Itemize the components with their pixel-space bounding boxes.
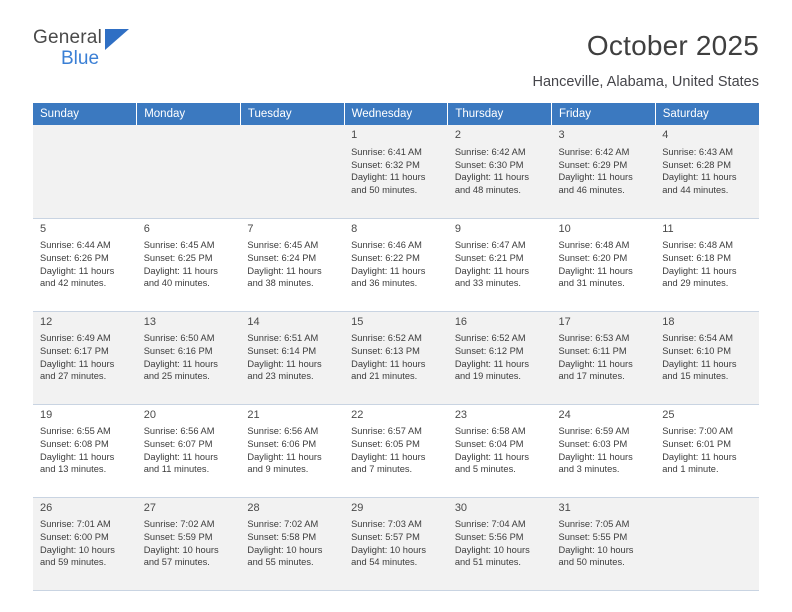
day-number: 26 xyxy=(40,501,53,514)
day-info xyxy=(559,425,650,476)
day-daylight2: and 55 minutes. xyxy=(247,557,314,568)
day-sunset: Sunset: 6:01 PM xyxy=(662,439,731,450)
day-sunset: Sunset: 6:22 PM xyxy=(351,253,420,264)
weekday-header-wednesday: Wednesday xyxy=(344,103,448,125)
day-info xyxy=(247,239,338,290)
calendar-day-cell xyxy=(137,218,241,311)
calendar-day-cell xyxy=(448,218,552,311)
day-sunrise: Sunrise: 6:45 AM xyxy=(143,240,215,251)
weekday-header-monday: Monday xyxy=(137,103,241,125)
calendar-table xyxy=(33,103,759,591)
day-daylight1: Daylight: 11 hours xyxy=(40,451,115,462)
calendar-cell-empty xyxy=(33,125,137,218)
day-info xyxy=(662,425,753,476)
calendar-day-cell xyxy=(240,311,344,404)
day-daylight1: Daylight: 11 hours xyxy=(143,265,218,276)
day-number: 30 xyxy=(454,501,468,514)
day-sunset: Sunset: 6:00 PM xyxy=(40,532,109,543)
day-daylight1: Daylight: 11 hours xyxy=(40,265,115,276)
calendar-day-cell xyxy=(344,404,448,497)
day-number: 2 xyxy=(454,129,461,141)
day-daylight2: and 59 minutes. xyxy=(40,557,107,568)
day-info xyxy=(559,146,650,197)
day-daylight2: and 1 minute. xyxy=(662,464,719,475)
calendar-day-cell xyxy=(448,404,552,497)
calendar-day-cell xyxy=(33,497,137,590)
title-block xyxy=(533,28,760,90)
day-daylight2: and 15 minutes. xyxy=(662,371,729,382)
day-sunset: Sunset: 6:17 PM xyxy=(40,346,109,357)
day-daylight1: Daylight: 11 hours xyxy=(558,451,633,462)
day-daylight2: and 9 minutes. xyxy=(247,464,309,475)
calendar-day-cell xyxy=(552,311,656,404)
day-info xyxy=(144,518,235,569)
day-sunset: Sunset: 6:07 PM xyxy=(143,439,213,450)
calendar-week-row xyxy=(33,125,759,218)
day-sunset: Sunset: 5:58 PM xyxy=(247,532,317,543)
page-title: October 2025 xyxy=(586,30,759,61)
day-info xyxy=(247,518,338,569)
calendar-day-cell xyxy=(655,218,759,311)
day-sunrise: Sunrise: 6:56 AM xyxy=(247,426,319,437)
day-info xyxy=(559,332,650,383)
day-number: 24 xyxy=(558,408,571,421)
day-daylight1: Daylight: 11 hours xyxy=(143,358,218,369)
day-sunrise: Sunrise: 6:51 AM xyxy=(247,333,319,344)
day-sunset: Sunset: 6:28 PM xyxy=(662,159,731,170)
day-info xyxy=(662,239,753,290)
calendar-cell-empty xyxy=(240,125,344,218)
day-info xyxy=(559,518,650,569)
day-info xyxy=(455,425,546,476)
day-info xyxy=(351,332,442,383)
day-sunset: Sunset: 6:08 PM xyxy=(40,439,109,450)
logo[interactable] xyxy=(33,28,143,74)
day-sunrise: Sunrise: 6:41 AM xyxy=(351,146,422,157)
day-daylight1: Daylight: 11 hours xyxy=(662,358,737,369)
day-info xyxy=(40,518,131,569)
day-number: 21 xyxy=(247,408,260,421)
day-daylight1: Daylight: 11 hours xyxy=(351,265,426,276)
day-number: 12 xyxy=(40,315,53,328)
day-daylight1: Daylight: 11 hours xyxy=(454,451,530,462)
day-daylight2: and 23 minutes. xyxy=(247,371,314,382)
day-daylight2: and 13 minutes. xyxy=(40,464,107,475)
day-daylight1: Daylight: 10 hours xyxy=(351,544,427,555)
calendar-week-row xyxy=(33,311,759,404)
day-number: 31 xyxy=(558,501,571,514)
day-daylight1: Daylight: 10 hours xyxy=(558,544,634,555)
weekday-header-friday: Friday xyxy=(552,103,656,125)
weekday-header-tuesday: Tuesday xyxy=(240,103,344,125)
day-daylight2: and 27 minutes. xyxy=(40,371,107,382)
day-sunrise: Sunrise: 6:56 AM xyxy=(143,426,215,437)
day-sunrise: Sunrise: 6:52 AM xyxy=(351,333,422,344)
day-info xyxy=(559,239,650,290)
calendar-day-cell xyxy=(33,218,137,311)
day-daylight1: Daylight: 11 hours xyxy=(454,172,530,183)
day-sunrise: Sunrise: 7:00 AM xyxy=(662,426,734,437)
day-info xyxy=(247,332,338,383)
calendar-day-cell xyxy=(137,311,241,404)
day-number: 22 xyxy=(351,408,364,421)
day-sunrise: Sunrise: 6:53 AM xyxy=(558,333,630,344)
day-number: 10 xyxy=(558,222,571,235)
day-sunrise: Sunrise: 6:42 AM xyxy=(558,146,630,157)
day-sunrise: Sunrise: 7:02 AM xyxy=(247,519,319,530)
day-daylight1: Daylight: 11 hours xyxy=(662,451,737,462)
day-daylight2: and 29 minutes. xyxy=(662,278,729,289)
day-info xyxy=(662,332,753,383)
day-sunrise: Sunrise: 6:45 AM xyxy=(247,240,319,251)
day-sunset: Sunset: 6:10 PM xyxy=(662,346,731,357)
day-number: 5 xyxy=(40,222,47,235)
day-sunrise: Sunrise: 6:50 AM xyxy=(143,333,215,344)
day-daylight2: and 54 minutes. xyxy=(351,557,418,568)
day-sunrise: Sunrise: 6:42 AM xyxy=(454,146,526,157)
calendar-day-cell xyxy=(344,218,448,311)
day-sunrise: Sunrise: 7:01 AM xyxy=(40,519,111,530)
day-daylight2: and 50 minutes. xyxy=(351,184,418,195)
day-sunrise: Sunrise: 6:57 AM xyxy=(351,426,422,437)
day-number: 7 xyxy=(247,222,254,235)
calendar-day-cell xyxy=(240,218,344,311)
calendar-cell-empty xyxy=(137,125,241,218)
day-info xyxy=(455,332,546,383)
day-sunset: Sunset: 6:16 PM xyxy=(143,346,213,357)
day-daylight1: Daylight: 10 hours xyxy=(247,544,323,555)
day-number: 25 xyxy=(662,408,675,421)
day-number: 9 xyxy=(454,222,461,235)
day-number: 15 xyxy=(351,315,364,328)
day-daylight1: Daylight: 11 hours xyxy=(558,172,633,183)
calendar-day-cell xyxy=(655,125,759,218)
logo-word-blue: Blue xyxy=(61,48,100,69)
day-sunset: Sunset: 6:12 PM xyxy=(454,346,524,357)
day-info xyxy=(40,332,131,383)
day-daylight2: and 11 minutes. xyxy=(143,464,210,475)
page-header xyxy=(33,0,759,90)
calendar-day-cell xyxy=(655,311,759,404)
day-daylight2: and 51 minutes. xyxy=(454,557,521,568)
calendar-day-cell xyxy=(33,311,137,404)
day-number: 17 xyxy=(558,315,571,328)
day-sunset: Sunset: 6:06 PM xyxy=(247,439,317,450)
day-sunset: Sunset: 6:24 PM xyxy=(247,253,317,264)
day-daylight1: Daylight: 11 hours xyxy=(662,265,737,276)
day-info xyxy=(351,239,442,290)
flag-icon xyxy=(105,29,129,50)
day-number: 4 xyxy=(662,129,669,141)
calendar-day-cell xyxy=(137,497,241,590)
day-number: 16 xyxy=(454,315,468,328)
calendar-day-cell xyxy=(344,125,448,218)
day-number: 27 xyxy=(143,501,156,514)
day-sunset: Sunset: 5:56 PM xyxy=(454,532,524,543)
day-daylight1: Daylight: 11 hours xyxy=(351,451,426,462)
day-info xyxy=(455,239,546,290)
day-sunrise: Sunrise: 7:04 AM xyxy=(454,519,526,530)
calendar-day-cell xyxy=(552,125,656,218)
day-sunrise: Sunrise: 7:02 AM xyxy=(143,519,215,530)
day-number: 1 xyxy=(351,129,358,141)
day-info xyxy=(455,518,546,569)
day-daylight2: and 42 minutes. xyxy=(40,278,107,289)
calendar-cell-empty xyxy=(655,497,759,590)
day-daylight2: and 33 minutes. xyxy=(454,278,521,289)
day-daylight1: Daylight: 11 hours xyxy=(454,358,530,369)
day-daylight2: and 19 minutes. xyxy=(454,371,521,382)
logo-word-general: General xyxy=(33,27,102,48)
day-sunset: Sunset: 6:26 PM xyxy=(40,253,109,264)
day-sunrise: Sunrise: 6:48 AM xyxy=(558,240,630,251)
calendar-day-cell xyxy=(240,404,344,497)
day-number: 23 xyxy=(454,408,468,421)
day-info xyxy=(351,425,442,476)
day-daylight2: and 36 minutes. xyxy=(351,278,418,289)
day-daylight2: and 17 minutes. xyxy=(558,371,625,382)
day-daylight2: and 46 minutes. xyxy=(558,184,625,195)
calendar-day-cell xyxy=(33,404,137,497)
day-daylight1: Daylight: 11 hours xyxy=(247,265,322,276)
day-daylight2: and 5 minutes. xyxy=(454,464,516,475)
day-daylight2: and 50 minutes. xyxy=(558,557,625,568)
day-daylight2: and 25 minutes. xyxy=(143,371,210,382)
day-daylight2: and 48 minutes. xyxy=(454,184,521,195)
day-daylight2: and 44 minutes. xyxy=(662,184,729,195)
weekday-header-sunday: Sunday xyxy=(33,103,137,125)
day-daylight1: Daylight: 10 hours xyxy=(143,544,219,555)
day-daylight2: and 38 minutes. xyxy=(247,278,314,289)
day-sunset: Sunset: 6:14 PM xyxy=(247,346,317,357)
day-daylight2: and 21 minutes. xyxy=(351,371,418,382)
calendar-day-cell xyxy=(240,497,344,590)
day-number: 14 xyxy=(247,315,260,328)
calendar-day-cell xyxy=(655,404,759,497)
day-info xyxy=(351,146,442,197)
day-number: 20 xyxy=(143,408,156,421)
calendar-day-cell xyxy=(344,497,448,590)
day-info xyxy=(40,425,131,476)
day-daylight2: and 40 minutes. xyxy=(143,278,210,289)
day-info xyxy=(455,146,546,197)
day-daylight1: Daylight: 11 hours xyxy=(558,358,633,369)
day-daylight2: and 31 minutes. xyxy=(558,278,625,289)
day-sunset: Sunset: 5:55 PM xyxy=(558,532,628,543)
day-number: 8 xyxy=(351,222,358,235)
calendar-day-cell xyxy=(448,125,552,218)
day-sunset: Sunset: 6:03 PM xyxy=(558,439,628,450)
day-daylight1: Daylight: 11 hours xyxy=(351,172,426,183)
weekday-header-row xyxy=(33,103,759,125)
day-sunset: Sunset: 5:57 PM xyxy=(351,532,420,543)
day-sunset: Sunset: 6:21 PM xyxy=(454,253,524,264)
day-daylight1: Daylight: 10 hours xyxy=(454,544,530,555)
day-daylight2: and 3 minutes. xyxy=(558,464,620,475)
day-info xyxy=(351,518,442,569)
day-sunrise: Sunrise: 6:48 AM xyxy=(662,240,734,251)
calendar-week-row xyxy=(33,218,759,311)
day-number: 6 xyxy=(143,222,150,235)
day-sunset: Sunset: 6:13 PM xyxy=(351,346,420,357)
calendar-week-row xyxy=(33,497,759,590)
day-info xyxy=(40,239,131,290)
day-sunset: Sunset: 6:18 PM xyxy=(662,253,731,264)
day-number: 18 xyxy=(662,315,675,328)
day-number: 19 xyxy=(40,408,53,421)
day-sunrise: Sunrise: 6:43 AM xyxy=(662,146,734,157)
day-daylight1: Daylight: 11 hours xyxy=(143,451,218,462)
day-sunrise: Sunrise: 6:55 AM xyxy=(40,426,111,437)
day-daylight2: and 57 minutes. xyxy=(143,557,210,568)
day-info xyxy=(662,146,753,197)
calendar-day-cell xyxy=(344,311,448,404)
day-sunrise: Sunrise: 6:58 AM xyxy=(454,426,526,437)
day-number: 11 xyxy=(662,222,674,235)
day-sunrise: Sunrise: 7:05 AM xyxy=(558,519,630,530)
day-daylight1: Daylight: 11 hours xyxy=(247,358,322,369)
calendar-day-cell xyxy=(552,218,656,311)
day-sunset: Sunset: 6:32 PM xyxy=(351,159,420,170)
day-daylight1: Daylight: 11 hours xyxy=(662,172,737,183)
day-sunrise: Sunrise: 6:54 AM xyxy=(662,333,734,344)
calendar-day-cell xyxy=(137,404,241,497)
day-daylight1: Daylight: 11 hours xyxy=(40,358,115,369)
calendar-day-cell xyxy=(552,404,656,497)
day-sunrise: Sunrise: 6:52 AM xyxy=(454,333,526,344)
calendar-day-cell xyxy=(552,497,656,590)
weekday-header-thursday: Thursday xyxy=(448,103,552,125)
day-sunset: Sunset: 5:59 PM xyxy=(143,532,213,543)
day-sunrise: Sunrise: 6:46 AM xyxy=(351,240,422,251)
calendar-day-cell xyxy=(448,311,552,404)
day-daylight1: Daylight: 11 hours xyxy=(351,358,426,369)
calendar-day-cell xyxy=(448,497,552,590)
day-sunset: Sunset: 6:05 PM xyxy=(351,439,420,450)
weekday-header-saturday: Saturday xyxy=(655,103,759,125)
day-info xyxy=(144,239,235,290)
day-sunrise: Sunrise: 6:59 AM xyxy=(558,426,630,437)
day-number: 3 xyxy=(558,129,565,141)
day-daylight2: and 7 minutes. xyxy=(351,464,413,475)
day-daylight1: Daylight: 11 hours xyxy=(454,265,530,276)
day-sunrise: Sunrise: 6:47 AM xyxy=(454,240,526,251)
day-sunset: Sunset: 6:30 PM xyxy=(454,159,524,170)
day-sunrise: Sunrise: 6:49 AM xyxy=(40,333,111,344)
day-daylight1: Daylight: 11 hours xyxy=(247,451,322,462)
day-daylight1: Daylight: 10 hours xyxy=(40,544,115,555)
day-info xyxy=(144,332,235,383)
day-info xyxy=(144,425,235,476)
day-sunset: Sunset: 6:11 PM xyxy=(558,346,627,357)
day-sunset: Sunset: 6:04 PM xyxy=(454,439,524,450)
day-sunrise: Sunrise: 7:03 AM xyxy=(351,519,422,530)
day-daylight1: Daylight: 11 hours xyxy=(558,265,633,276)
day-sunset: Sunset: 6:25 PM xyxy=(143,253,213,264)
location-subtitle: Hanceville, Alabama, United States xyxy=(532,74,759,90)
day-number: 28 xyxy=(247,501,260,514)
day-sunset: Sunset: 6:20 PM xyxy=(558,253,628,264)
day-sunrise: Sunrise: 6:44 AM xyxy=(40,240,111,251)
day-number: 13 xyxy=(143,315,156,328)
day-sunset: Sunset: 6:29 PM xyxy=(558,159,628,170)
day-info xyxy=(247,425,338,476)
day-number: 29 xyxy=(351,501,364,514)
calendar-week-row xyxy=(33,404,759,497)
